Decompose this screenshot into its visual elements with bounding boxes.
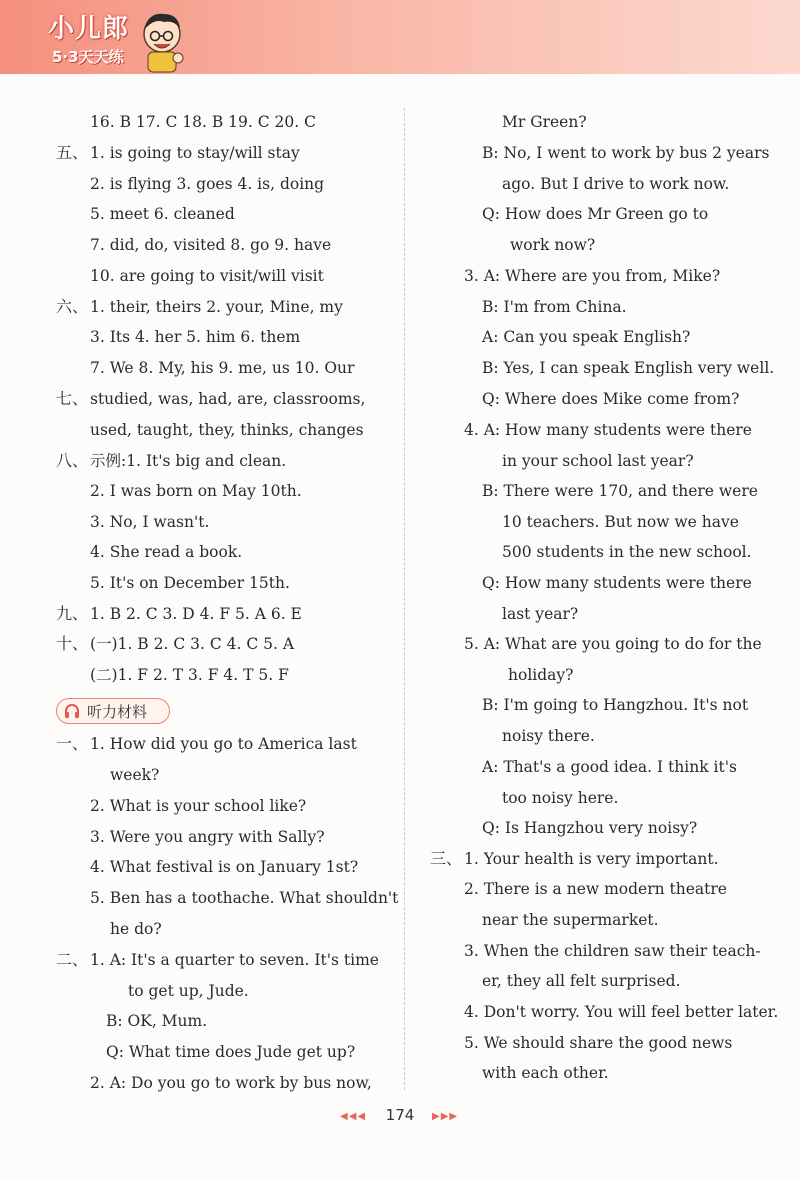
transcript-line: A: Can you speak English? — [482, 328, 691, 346]
transcript-line: 500 students in the new school. — [502, 543, 752, 561]
answer-line: 2. is flying 3. goes 4. is, doing — [90, 175, 325, 193]
transcript-line: work now? — [510, 236, 596, 254]
transcript-line: 3. Were you angry with Sally? — [90, 828, 325, 846]
transcript-line: 2. A: Do you go to work by bus now, — [90, 1074, 372, 1092]
listening-label: 听力材料 — [87, 703, 148, 721]
answer-line: 1. is going to stay/will stay — [90, 144, 300, 162]
section-heading: 六、 — [56, 297, 89, 316]
transcript-line: in your school last year? — [502, 452, 694, 470]
transcript-line: B: Yes, I can speak English very well. — [482, 359, 775, 377]
transcript-line: near the supermarket. — [482, 911, 659, 929]
right-arrows-icon: ▶▶▶ — [432, 1111, 459, 1122]
page-number: 174 — [385, 1106, 415, 1124]
transcript-line: holiday? — [508, 666, 574, 684]
transcript-line: week? — [110, 766, 160, 784]
transcript-line: 1. How did you go to America last — [90, 735, 357, 753]
logo-subtitle: 5·3天天练 — [52, 48, 124, 66]
transcript-line: 3. When the children saw their teach- — [464, 942, 761, 960]
transcript-line: Q: What time does Jude get up? — [106, 1043, 356, 1061]
answer-line: 7. We 8. My, his 9. me, us 10. Our — [90, 359, 355, 377]
section-heading: 一、 — [56, 734, 89, 753]
answer-line: 16. B 17. C 18. B 19. C 20. C — [90, 113, 316, 131]
answer-line: 1. their, theirs 2. your, Mine, my — [90, 298, 343, 316]
transcript-line: ago. But I drive to work now. — [502, 175, 730, 193]
brand-logo — [48, 8, 188, 70]
answer-line: 4. She read a book. — [90, 543, 243, 561]
answer-line: used, taught, they, thinks, changes — [90, 421, 364, 439]
answer-line: 7. did, do, visited 8. go 9. have — [90, 236, 332, 254]
answer-line: 3. No, I wasn't. — [90, 513, 210, 531]
section-heading: 五、 — [56, 143, 89, 162]
section-heading: 八、 — [56, 451, 89, 470]
transcript-line: 4. Don't worry. You will feel better later. — [464, 1003, 779, 1021]
transcript-line: Q: Is Hangzhou very noisy? — [482, 819, 698, 837]
header-banner — [0, 0, 800, 74]
transcript-line: 10 teachers. But now we have — [502, 513, 739, 531]
transcript-line: Q: How many students were there — [482, 574, 752, 592]
transcript-line: B: OK, Mum. — [106, 1012, 208, 1030]
transcript-line: 2. There is a new modern theatre — [464, 880, 727, 898]
transcript-line: with each other. — [482, 1064, 609, 1082]
answer-line: 3. Its 4. her 5. him 6. them — [90, 328, 301, 346]
answer-line: 示例:1. It's big and clean. — [90, 452, 287, 470]
transcript-line: 3. A: Where are you from, Mike? — [464, 267, 721, 285]
transcript-line: A: That's a good idea. I think it's — [482, 758, 737, 776]
transcript-line: 1. A: It's a quarter to seven. It's time — [90, 951, 379, 969]
transcript-line: 1. Your health is very important. — [464, 850, 719, 868]
transcript-line: noisy there. — [502, 727, 595, 745]
transcript-line: B: I'm going to Hangzhou. It's not — [482, 696, 749, 714]
section-heading: 九、 — [56, 604, 89, 623]
section-heading: 十、 — [56, 634, 89, 653]
headphones-icon — [63, 702, 81, 720]
section-heading: 三、 — [430, 849, 463, 868]
transcript-line: B: I'm from China. — [482, 298, 627, 316]
transcript-line: er, they all felt surprised. — [482, 972, 681, 990]
transcript-line: Mr Green? — [502, 113, 587, 131]
column-divider — [404, 108, 405, 1090]
answer-line: (一)1. B 2. C 3. C 4. C 5. A — [90, 635, 295, 653]
transcript-line: B: There were 170, and there were — [482, 482, 758, 500]
transcript-line: Q: Where does Mike come from? — [482, 390, 740, 408]
transcript-line: Q: How does Mr Green go to — [482, 205, 709, 223]
transcript-line: he do? — [110, 920, 162, 938]
logo-title: 小儿郎 — [48, 14, 130, 44]
answer-line: 5. It's on December 15th. — [90, 574, 290, 592]
transcript-line: 5. A: What are you going to do for the — [464, 635, 762, 653]
section-heading: 二、 — [56, 950, 89, 969]
answer-line: 2. I was born on May 10th. — [90, 482, 302, 500]
transcript-line: 5. Ben has a toothache. What shouldn't — [90, 889, 399, 907]
answer-line: 1. B 2. C 3. D 4. F 5. A 6. E — [90, 605, 302, 623]
transcript-line: 4. A: How many students were there — [464, 421, 752, 439]
transcript-line: 4. What festival is on January 1st? — [90, 858, 359, 876]
transcript-line: to get up, Jude. — [128, 982, 249, 1000]
transcript-line: too noisy here. — [502, 789, 619, 807]
transcript-line: B: No, I went to work by bus 2 years — [482, 144, 770, 162]
left-arrows-icon: ◀◀◀ — [340, 1111, 367, 1122]
transcript-line: 5. We should share the good news — [464, 1034, 733, 1052]
answer-line: studied, was, had, are, classrooms, — [90, 390, 366, 408]
transcript-line: 2. What is your school like? — [90, 797, 307, 815]
answer-line: (二)1. F 2. T 3. F 4. T 5. F — [90, 666, 289, 684]
section-heading: 七、 — [56, 389, 89, 408]
answer-line: 10. are going to visit/will visit — [90, 267, 324, 285]
listening-material-badge — [56, 698, 170, 724]
transcript-line: last year? — [502, 605, 579, 623]
cartoon-boy-icon — [134, 10, 186, 74]
answer-line: 5. meet 6. cleaned — [90, 205, 235, 223]
